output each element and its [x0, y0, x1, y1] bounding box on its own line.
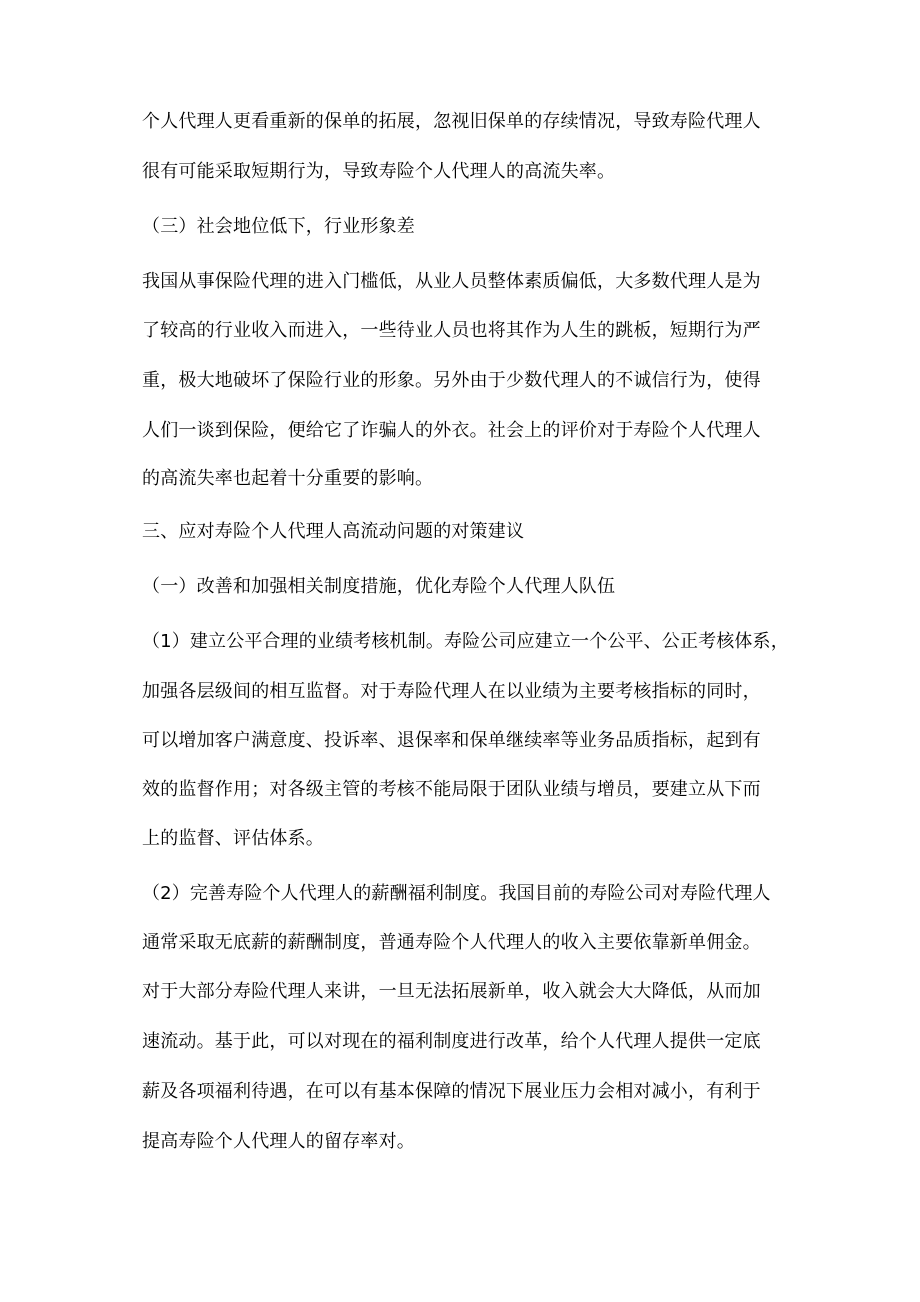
section-heading: （三）社会地位低下，行业形象差	[142, 216, 415, 237]
text-line: 可以增加客户满意度、投诉率、退保率和保单继续率等业务品质指标，起到有	[142, 730, 761, 751]
section-heading: （一）改善和加强相关制度措施，优化寿险个人代理人队伍	[142, 576, 616, 597]
text-line: 了较高的行业收入而进入，一些待业人员也将其作为人生的跳板，短期行为严	[142, 320, 761, 341]
text-line: 效的监督作用；对各级主管的考核不能局限于团队业绩与增员，要建立从下而	[142, 779, 761, 800]
text-line: 我国从事保险代理的进入门槛低，从业人员整体素质偏低，大多数代理人是为	[142, 271, 761, 292]
text-line: 通常采取无底薪的薪酬制度，普通寿险个人代理人的收入主要依靠新单佣金。	[142, 932, 761, 953]
text-line: 重，极大地破坏了保险行业的形象。另外由于少数代理人的不诚信行为，使得	[142, 370, 761, 391]
text-line: 速流动。基于此，可以对现在的福利制度进行改革，给个人代理人提供一定底	[142, 1031, 761, 1052]
text-line: 个人代理人更看重新的保单的拓展，忽视旧保单的存续情况，导致寿险代理人	[142, 111, 761, 132]
text-line: 薪及各项福利待遇，在可以有基本保障的情况下展业压力会相对减小，有利于	[142, 1081, 761, 1102]
text-line: 很有可能采取短期行为，导致寿险个人代理人的高流失率。	[142, 161, 616, 182]
section-heading: 三、应对寿险个人代理人高流动问题的对策建议	[142, 521, 525, 542]
text-line: 对于大部分寿险代理人来讲，一旦无法拓展新单，收入就会大大降低，从而加	[142, 981, 761, 1002]
text-line: （2）完善寿险个人代理人的薪酬福利制度。我国目前的寿险公司对寿险代理人	[142, 883, 771, 904]
text-line: 加强各层级间的相互监督。对于寿险代理人在以业绩为主要考核指标的同时，	[142, 681, 761, 702]
text-line: 提高寿险个人代理人的留存率对。	[142, 1131, 415, 1152]
text-line: 的高流失率也起着十分重要的影响。	[142, 468, 434, 489]
text-line: 人们一谈到保险，便给它了诈骗人的外衣。社会上的评价对于寿险个人代理人	[142, 420, 761, 441]
text-line: 上的监督、评估体系。	[142, 828, 324, 849]
text-line: （1）建立公平合理的业绩考核机制。寿险公司应建立一个公平、公正考核体系，	[142, 631, 789, 652]
